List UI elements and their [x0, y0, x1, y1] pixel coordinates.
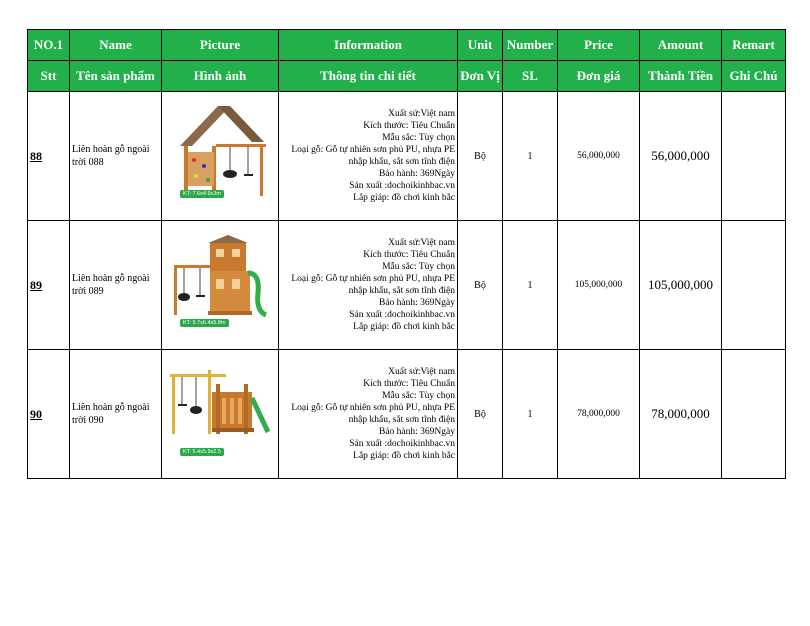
row-quantity: 1 — [503, 221, 558, 350]
info-line: Lắp giáp: đồ chơi kinh bắc — [353, 451, 455, 461]
info-line: nhập khẩu, sắt sơn tĩnh điện — [348, 286, 455, 296]
info-line: Bảo hành: 369Ngày — [379, 169, 455, 179]
info-line: Sản xuất :dochoikinhbac.vn — [349, 439, 455, 449]
info-line: Kích thước: Tiêu Chuẩn — [363, 121, 455, 131]
header-number: Number — [503, 30, 558, 61]
header-don-vi: Đơn Vị — [458, 61, 503, 92]
playground-089-image — [168, 233, 272, 333]
row-quantity: 1 — [503, 350, 558, 479]
row-product-name: Liên hoàn gỗ ngoài trời 088 — [70, 92, 162, 221]
row-amount: 56,000,000 — [640, 92, 722, 221]
header-unit: Unit — [458, 30, 503, 61]
info-line: Kích thước: Tiêu Chuẩn — [363, 250, 455, 260]
row-unit: Bộ — [458, 92, 503, 221]
row-information — [279, 221, 458, 350]
row-price: 105,000,000 — [558, 221, 640, 350]
header-picture: Picture — [162, 30, 279, 61]
size-label: KT: 7.6x4.9x3m — [180, 190, 224, 198]
table-row — [28, 221, 786, 350]
info-line: Sản xuất :dochoikinhbac.vn — [349, 310, 455, 320]
info-line: Mẫu sắc: Tùy chọn — [382, 262, 455, 272]
header-don-gia: Đơn giá — [558, 61, 640, 92]
row-amount: 78,000,000 — [640, 350, 722, 479]
row-picture — [162, 221, 279, 350]
header-thong-tin: Thông tin chi tiết — [279, 61, 458, 92]
row-product-name: Liên hoàn gỗ ngoài trời 090 — [70, 350, 162, 479]
row-note — [722, 221, 786, 350]
header-row-english — [28, 30, 786, 61]
row-picture — [162, 350, 279, 479]
header-amount: Amount — [640, 30, 722, 61]
header-stt: Stt — [28, 61, 70, 92]
playground-090-image — [168, 362, 272, 462]
row-price: 56,000,000 — [558, 92, 640, 221]
row-amount: 105,000,000 — [640, 221, 722, 350]
header-no: NO.1 — [28, 30, 70, 61]
header-remark: Remart — [722, 30, 786, 61]
row-unit: Bộ — [458, 350, 503, 479]
info-line: Sản xuất :dochoikinhbac.vn — [349, 181, 455, 191]
info-line: Kích thước: Tiêu Chuẩn — [363, 379, 455, 389]
row-information — [279, 92, 458, 221]
size-label: KT: 9.7x6.4x5.8m — [180, 319, 229, 327]
info-line: Xuất sứ:Việt nam — [388, 238, 455, 248]
table-row — [28, 350, 786, 479]
info-line: Xuất sứ:Việt nam — [388, 367, 455, 377]
header-information: Information — [279, 30, 458, 61]
info-line: Lắp giáp: đồ chơi kinh bắc — [353, 322, 455, 332]
row-stt: 90 — [28, 350, 70, 479]
info-line: Mẫu sắc: Tùy chọn — [382, 391, 455, 401]
info-line: Mẫu sắc: Tùy chọn — [382, 133, 455, 143]
row-note — [722, 350, 786, 479]
row-note — [722, 92, 786, 221]
info-line: Loại gỗ: Gỗ tự nhiên sơn phủ PU, nhựa PE — [291, 274, 455, 284]
info-line: Loại gỗ: Gỗ tự nhiên sơn phủ PU, nhựa PE — [291, 145, 455, 155]
info-line: Xuất sứ:Việt nam — [388, 109, 455, 119]
info-line: Lắp giáp: đồ chơi kinh bắc — [353, 193, 455, 203]
header-thanh-tien: Thành Tiền — [640, 61, 722, 92]
row-quantity: 1 — [503, 92, 558, 221]
row-information — [279, 350, 458, 479]
row-stt: 89 — [28, 221, 70, 350]
table-row — [28, 92, 786, 221]
row-stt: 88 — [28, 92, 70, 221]
row-picture — [162, 92, 279, 221]
header-ghi-chu: Ghi Chú — [722, 61, 786, 92]
info-line: Loại gỗ: Gỗ tự nhiên sơn phủ PU, nhựa PE — [291, 403, 455, 413]
header-sl: SL — [503, 61, 558, 92]
info-line: Bảo hành: 369Ngày — [379, 298, 455, 308]
header-price: Price — [558, 30, 640, 61]
header-row-vietnamese — [28, 61, 786, 92]
header-ten-san-pham: Tên sản phẩm — [70, 61, 162, 92]
row-unit: Bộ — [458, 221, 503, 350]
info-line: Bảo hành: 369Ngày — [379, 427, 455, 437]
row-price: 78,000,000 — [558, 350, 640, 479]
size-label: KT: 5.4x5.9x2.5 — [180, 448, 224, 456]
product-price-table — [27, 29, 786, 479]
info-line: nhập khẩu, sắt sơn tĩnh điện — [348, 415, 455, 425]
header-hinh-anh: Hình ảnh — [162, 61, 279, 92]
playground-088-image — [168, 104, 272, 204]
row-product-name: Liên hoàn gỗ ngoài trời 089 — [70, 221, 162, 350]
header-name: Name — [70, 30, 162, 61]
info-line: nhập khẩu, sắt sơn tĩnh điện — [348, 157, 455, 167]
